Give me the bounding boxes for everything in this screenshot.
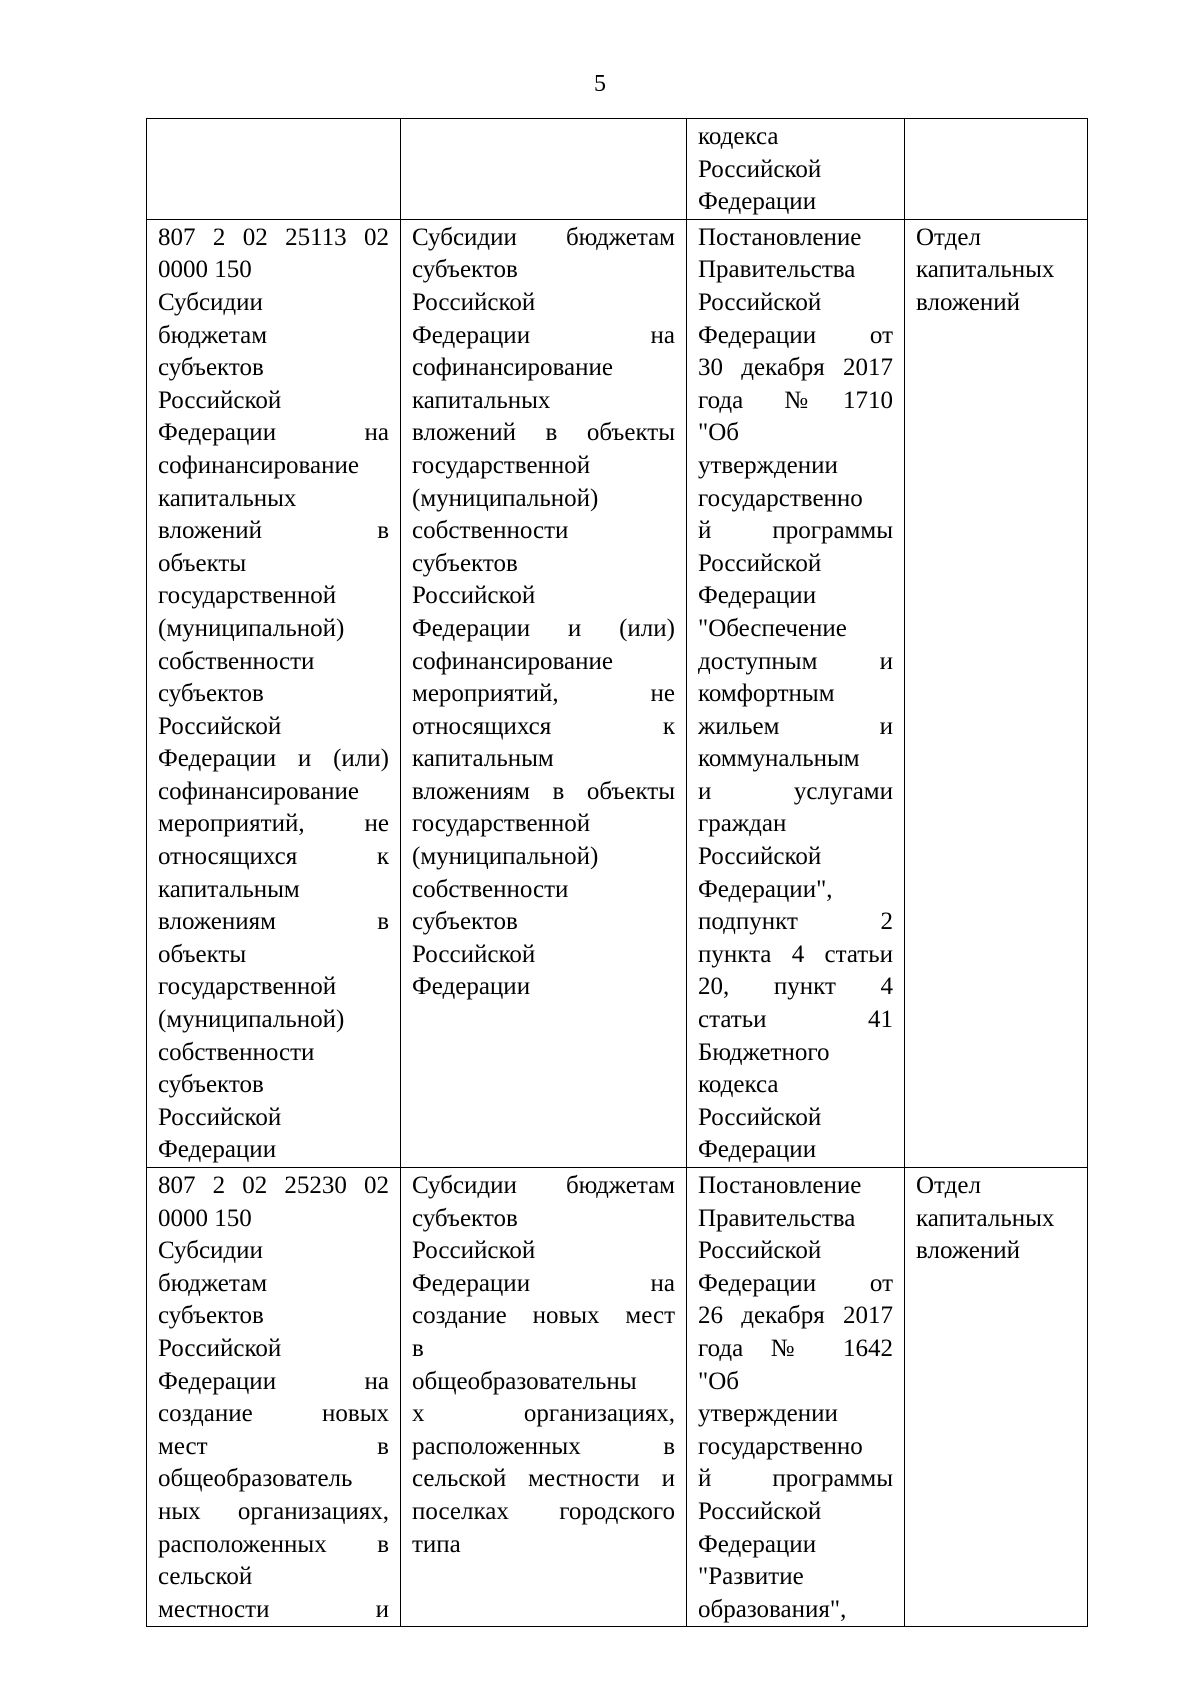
cell-line: общеобразователь (158, 1465, 353, 1493)
cell-line: Российской (412, 288, 536, 316)
cell-line: утверждении (698, 451, 838, 479)
cell-line: Постановление (698, 223, 862, 251)
cell-line: объекты (158, 549, 247, 577)
cell-line: государственной (158, 582, 337, 610)
cell-line: Субсидии (158, 288, 263, 316)
cell-line: местности и (158, 1595, 389, 1623)
cell-line: Федерации на (412, 321, 675, 349)
cell-line: вложениям в (158, 908, 389, 936)
cell-line: субъектов (412, 1204, 518, 1232)
cell-line: образования", (698, 1595, 847, 1623)
legal-basis-cell (687, 219, 905, 1167)
cell-line: (муниципальной) (158, 614, 345, 642)
cell-line: капитальных (916, 1204, 1055, 1232)
cell-line: вложений (916, 288, 1021, 316)
cell-line: года № 1642 (698, 1334, 893, 1362)
cell-line: пункта 4 статьи (698, 940, 893, 968)
cell-line: государственно (698, 484, 863, 512)
table-row (147, 219, 1088, 1167)
cell-line: субъектов (412, 256, 518, 284)
table-row (147, 1168, 1088, 1627)
cell-line: относящихся к (412, 712, 675, 740)
cell-line: создание новых (158, 1400, 389, 1428)
cell-line: Российской (698, 1103, 822, 1131)
cell-line: Федерации от (698, 321, 893, 349)
cell-line: Федерации и (или) (412, 614, 675, 642)
cell-line: 20, пункт 4 (698, 973, 893, 1001)
cell-line: Российской (412, 940, 536, 968)
subsidy-name-cell (401, 119, 687, 220)
cell-line: мероприятий, не (158, 810, 389, 838)
cell-line: кодекса (698, 1071, 779, 1099)
table-body (147, 119, 1088, 1627)
cell-line: и услугами (698, 777, 893, 805)
legal-basis-cell (687, 119, 905, 220)
cell-line: "Обеспечение (698, 614, 847, 642)
cell-line: подпункт 2 (698, 908, 893, 936)
cell-line: государственной (412, 451, 591, 479)
budget-code-cell (147, 219, 401, 1167)
cell-line: поселках городского (412, 1497, 675, 1525)
cell-line: граждан (698, 810, 787, 838)
cell-line: капитальным (158, 875, 300, 903)
subsidy-name-cell (401, 1168, 687, 1627)
cell-line: Федерации на (158, 1367, 389, 1395)
cell-line: Правительства (698, 1204, 856, 1232)
cell-line: вложений (916, 1237, 1021, 1265)
cell-line: субъектов (158, 354, 264, 382)
cell-line: Российской (158, 1103, 282, 1131)
cell-line: государственной (412, 810, 591, 838)
cell-line: субъектов (158, 680, 264, 708)
cell-line: субъектов (412, 908, 518, 936)
cell-line: Федерации (698, 1136, 817, 1164)
cell-line: собственности (158, 1038, 315, 1066)
cell-line: Федерации (412, 973, 531, 1001)
cell-line: утверждении (698, 1400, 838, 1428)
cell-line: сельской местности и (412, 1465, 675, 1493)
cell-line: Российской (698, 1237, 822, 1265)
cell-line: (муниципальной) (412, 484, 599, 512)
cell-line: Федерации (158, 1136, 277, 1164)
cell-line: "Развитие (698, 1563, 804, 1591)
cell-line: Федерации и (или) (158, 745, 389, 773)
cell-line: Российской (158, 712, 282, 740)
cell-line: мест в (158, 1432, 389, 1460)
cell-line: 26 декабря 2017 (698, 1302, 893, 1330)
cell-line: Постановление (698, 1172, 862, 1199)
cell-line: государственной (158, 973, 337, 1001)
budget-code-cell (147, 119, 401, 220)
cell-line: (муниципальной) (158, 1006, 345, 1034)
cell-line: бюджетам (158, 321, 268, 349)
cell-line: капитальных (412, 386, 551, 414)
cell-line: капитальным (412, 745, 554, 773)
cell-line: типа (412, 1530, 461, 1558)
legal-basis-cell (687, 1168, 905, 1627)
cell-line: софинансирование (158, 777, 359, 805)
cell-line: Российской (158, 1334, 282, 1362)
cell-line: вложениям в объекты (412, 777, 675, 805)
cell-line: сельской (158, 1563, 253, 1591)
cell-line: статьи 41 (698, 1006, 893, 1034)
cell-line: Субсидии бюджетам (412, 223, 675, 251)
cell-line: Российской (412, 1237, 536, 1265)
cell-line: ных организациях, (158, 1497, 389, 1525)
cell-line: Российской (698, 155, 822, 183)
cell-line: кодекса (698, 123, 779, 150)
table-row (147, 119, 1088, 220)
cell-line: доступным и (698, 647, 893, 675)
cell-line: Российской (698, 843, 822, 871)
cell-line: коммунальным (698, 745, 860, 773)
cell-line: объекты (158, 940, 247, 968)
department-cell (905, 1168, 1088, 1627)
cell-line: собственности (412, 517, 569, 545)
cell-line: субъектов (412, 549, 518, 577)
page-number: 5 (594, 71, 606, 97)
cell-line: (муниципальной) (412, 843, 599, 871)
cell-line: софинансирование (412, 354, 613, 382)
cell-line: 807 2 02 25230 02 (158, 1172, 389, 1199)
cell-line: Правительства (698, 256, 856, 284)
cell-line: относящихся к (158, 843, 389, 871)
cell-line: капитальных (158, 484, 297, 512)
cell-line: капитальных (916, 256, 1055, 284)
cell-line: Российской (158, 386, 282, 414)
cell-line: Субсидии (158, 1237, 263, 1265)
cell-line: Российской (698, 549, 822, 577)
cell-line: вложений в (158, 517, 389, 545)
cell-line: Федерации от (698, 1269, 893, 1297)
cell-line: бюджетам (158, 1269, 268, 1297)
cell-line: общеобразовательны (412, 1367, 637, 1395)
subsidy-name-cell (401, 219, 687, 1167)
cell-line: й программы (698, 517, 893, 545)
cell-line: 807 2 02 25113 02 (158, 223, 389, 251)
cell-line: "Об (698, 419, 739, 447)
cell-line: собственности (158, 647, 315, 675)
document-table (146, 118, 1088, 1627)
cell-line: мероприятий, не (412, 680, 675, 708)
cell-line: Федерации на (412, 1269, 675, 1297)
cell-line: Федерации", (698, 875, 833, 903)
cell-line: й программы (698, 1465, 893, 1493)
cell-line: Федерации на (158, 419, 389, 447)
cell-line: 0000 150 (158, 256, 252, 284)
cell-line: 30 декабря 2017 (698, 354, 893, 382)
cell-line: жильем и (698, 712, 893, 740)
cell-line: субъектов (158, 1071, 264, 1099)
cell-line: создание новых мест (412, 1302, 675, 1330)
department-cell (905, 219, 1088, 1167)
cell-line: Российской (412, 582, 536, 610)
cell-line: расположенных в (158, 1530, 389, 1558)
cell-line: Субсидии бюджетам (412, 1172, 675, 1199)
cell-line: х организациях, (412, 1400, 675, 1428)
cell-line: Федерации (698, 582, 817, 610)
cell-line: Бюджетного (698, 1038, 830, 1066)
cell-line: субъектов (158, 1302, 264, 1330)
cell-line: Российской (698, 288, 822, 316)
cell-line: Отдел (916, 223, 981, 251)
cell-line: в (412, 1334, 424, 1362)
cell-line: софинансирование (412, 647, 613, 675)
cell-line: Федерации (698, 188, 817, 216)
cell-line: софинансирование (158, 451, 359, 479)
cell-line: "Об (698, 1367, 739, 1395)
department-cell (905, 119, 1088, 220)
cell-line: Отдел (916, 1172, 981, 1199)
cell-line: комфортным (698, 680, 835, 708)
cell-line: расположенных в (412, 1432, 675, 1460)
cell-line: Федерации (698, 1530, 817, 1558)
cell-line: Российской (698, 1497, 822, 1525)
cell-line: государственно (698, 1432, 863, 1460)
cell-line: 0000 150 (158, 1204, 252, 1232)
cell-line: вложений в объекты (412, 419, 675, 447)
cell-line: года №1710 (698, 386, 893, 414)
cell-line: собственности (412, 875, 569, 903)
budget-code-cell (147, 1168, 401, 1627)
